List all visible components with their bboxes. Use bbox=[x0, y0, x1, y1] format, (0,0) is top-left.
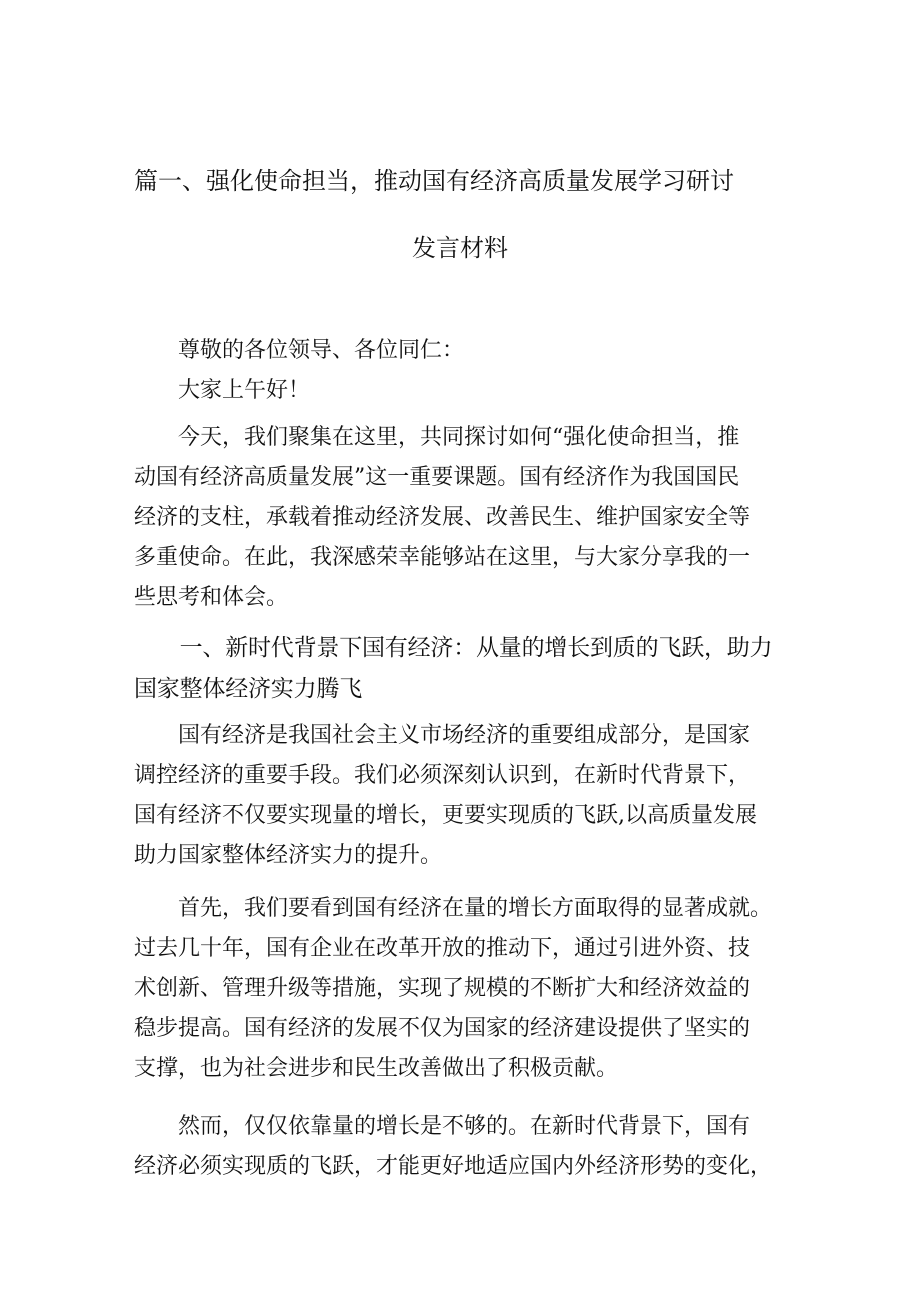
body-text-line: 过去几十年，国有企业在改革开放的推动下，通过引进外资、技 bbox=[134, 936, 751, 961]
section-heading-line: 国家整体经济实力腾飞 bbox=[134, 676, 363, 702]
body-text-line: 助力国家整体经济实力的提升。 bbox=[134, 843, 443, 868]
salutation-line: 尊敬的各位领导、各位同仁： bbox=[134, 338, 465, 363]
body-text-line: 稳步提高。国有经济的发展不仅为国家的经济建设提供了坚实的 bbox=[134, 1016, 751, 1041]
body-text-line: 然而，仅仅依靠量的增长是不够的。在新时代背景下，国有 bbox=[134, 1114, 751, 1139]
body-text-line: 经济的支柱，承载着推动经济发展、改善民生、维护国家安全等 bbox=[134, 505, 751, 530]
body-text-line: 经济必须实现质的飞跃，才能更好地适应国内外经济形势的变化， bbox=[134, 1154, 773, 1179]
body-text-line: 些思考和体会。 bbox=[134, 585, 289, 610]
document-title-line-1: 篇一、强化使命担当，推动国有经济高质量发展学习研讨 bbox=[134, 167, 734, 195]
body-text-line: 动国有经济高质量发展”这一重要课题。国有经济作为我国国民 bbox=[134, 465, 740, 490]
body-text-line: 调控经济的重要手段。我们必须深刻认识到，在新时代背景下， bbox=[134, 763, 751, 788]
body-text-line: 术创新、管理升级等措施，实现了规模的不断扩大和经济效益的 bbox=[134, 976, 751, 1001]
body-text-line: 今天，我们聚集在这里，共同探讨如何“强化使命担当，推 bbox=[134, 425, 740, 450]
body-text-line: 支撑，也为社会进步和民生改善做出了积极贡献。 bbox=[134, 1056, 619, 1081]
body-text-line: 国有经济不仅要实现量的增长，更要实现质的飞跃,以高质量发展 bbox=[134, 803, 757, 828]
body-text-line: 首先，我们要看到国有经济在量的增长方面取得的显著成就。 bbox=[134, 896, 773, 921]
greeting-line: 大家上午好！ bbox=[134, 378, 311, 403]
section-heading-line: 一、新时代背景下国有经济：从量的增长到质的飞跃，助力 bbox=[134, 635, 773, 661]
body-text-line: 多重使命。在此，我深感荣幸能够站在这里，与大家分享我的一 bbox=[134, 545, 751, 570]
document-title-line-2: 发言材料 bbox=[412, 234, 508, 262]
body-text-line: 国有经济是我国社会主义市场经济的重要组成部分，是国家 bbox=[134, 723, 751, 748]
